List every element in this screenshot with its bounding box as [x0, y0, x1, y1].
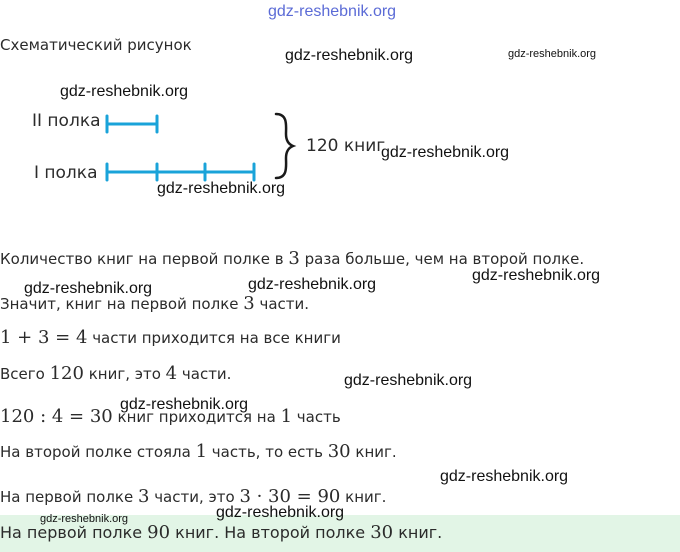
watermark: gdz-reshebnik.org — [40, 513, 129, 525]
solution-line-1: Количество книг на первой полке в 3 раза больше, чем на второй полке. — [0, 248, 585, 269]
solution-line-5: 120 : 4 = 30 книг приходится на 1 часть — [0, 406, 341, 427]
watermark: gdz-reshebnik.org — [248, 276, 377, 293]
watermark: gdz-reshebnik.org — [381, 144, 510, 161]
watermark: gdz-reshebnik.org — [440, 468, 569, 485]
solution-line-6: На второй полке стояла 1 часть, то есть 30 книг. — [0, 441, 397, 462]
watermark: gdz-reshebnik.org — [60, 83, 189, 100]
watermark: gdz-reshebnik.org — [157, 180, 286, 197]
watermark: gdz-reshebnik.org — [120, 396, 249, 413]
watermark: gdz-reshebnik.org — [24, 280, 153, 297]
total-books-label: 120 книг — [306, 136, 386, 156]
watermark: gdz-reshebnik.org — [285, 47, 414, 64]
watermark: gdz-reshebnik.org — [216, 504, 345, 521]
solution-line-7: На первой полке 3 части, это 3 · 30 = 90 книг. — [0, 486, 387, 507]
section-heading: Схематический рисунок — [0, 36, 192, 54]
curly-brace — [276, 114, 293, 178]
watermark: gdz-reshebnik.org — [508, 48, 597, 60]
watermark-top: gdz-reshebnik.org — [268, 3, 397, 20]
shelf-1-label: I полка — [34, 163, 98, 183]
watermark: gdz-reshebnik.org — [472, 267, 601, 284]
solution-line-3: 1 + 3 = 4 части приходится на все книги — [0, 327, 341, 348]
watermark: gdz-reshebnik.org — [344, 372, 473, 389]
answer-text: На первой полке 90 книг. На второй полке 30 книг. — [0, 522, 443, 543]
shelf-2-label: II полка — [32, 111, 101, 131]
solution-line-2: Значит, книг на первой полке 3 части. — [0, 293, 310, 314]
solution-line-4: Всего 120 книг, это 4 части. — [0, 363, 232, 384]
